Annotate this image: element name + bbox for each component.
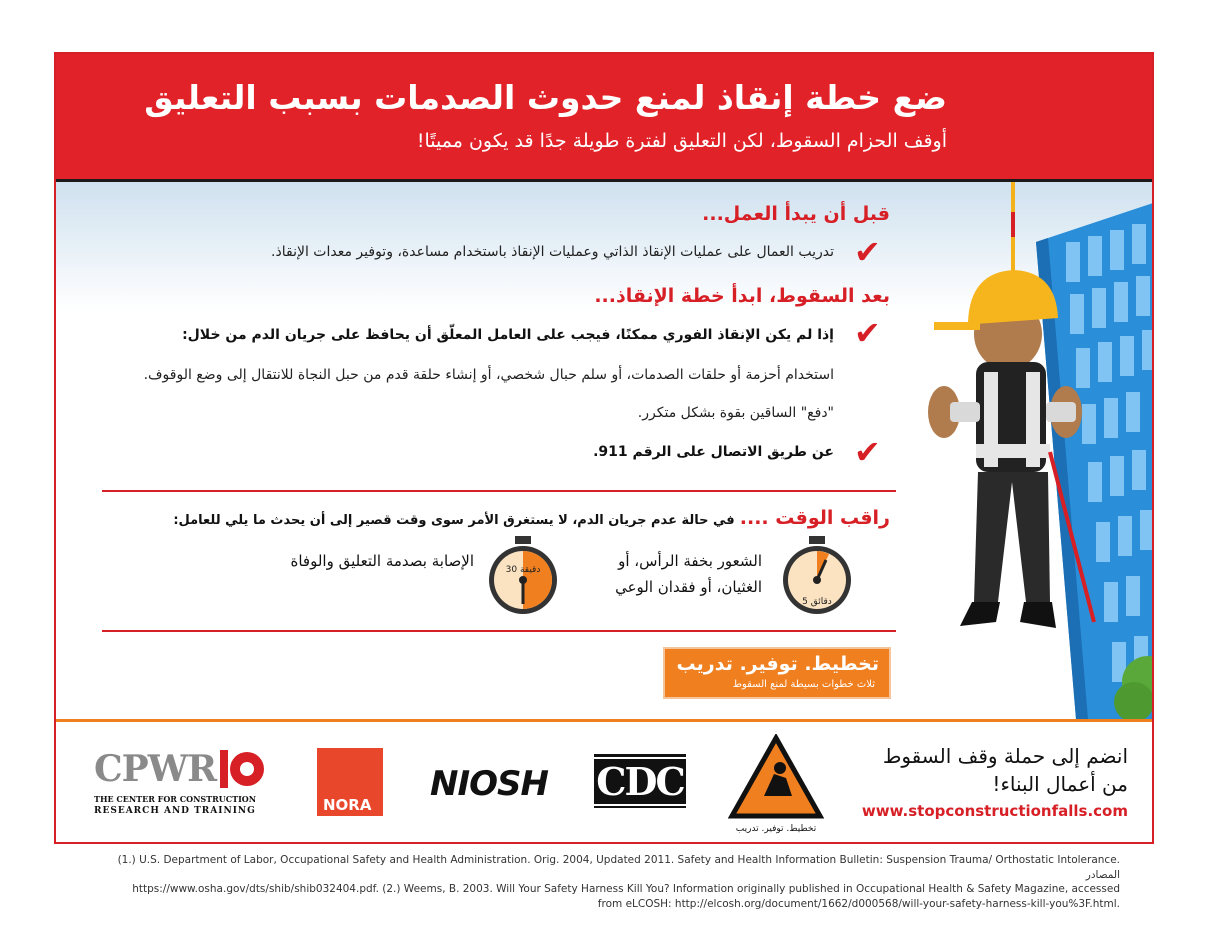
nora-text: NORA [323,796,372,814]
cpwr-mark-icon [220,750,266,788]
check-icon: ✔ [854,433,881,471]
divider [102,630,896,632]
main-content [56,182,1152,719]
page-title: ضع خطة إنقاذ لمنع حدوث الصدمات بسبب التعليق [144,78,947,117]
logo-caption: تخطيط. توفير. تدريب [735,824,817,834]
niosh-logo: NIOSH [430,764,548,804]
join-line-1: انضم إلى حملة وقف السقوط [882,744,1128,768]
worker-illustration [916,182,1154,719]
cdc-text: CDC [591,757,688,806]
time-line [173,507,890,529]
page-subtitle: أوقف الحزام السقوط، لكن التعليق لفترة طويلة جدًا قد يكون مميتًا! [416,130,947,152]
campaign-box [663,647,891,699]
watch2-text: الإصابة بصدمة التعليق والوفاة [290,552,474,570]
after-heading: بعد السقوط، ابدأ خطة الإنقاذ... [594,285,890,307]
nora-logo [317,748,383,816]
logo-strip [56,719,1152,844]
check-icon: ✔ [854,314,881,352]
stopwatch-5min-icon [780,534,854,618]
header-banner [56,54,1152,182]
footnote-line-1 [110,853,1120,882]
watch1-text-1: الشعور بخفة الرأس، أو [618,552,762,570]
cpwr-line-2: RESEARCH AND TRAINING [94,806,256,816]
divider [102,490,896,492]
watch2-label: 30 دقيقة [505,565,541,575]
after-item-1: إذا لم يكن الإنقاذ الفوري ممكنًا، فيجب على العامل المعلّق أن يحافظ على جريان الدم من خلال: [182,327,834,343]
cpwr-text: CPWR [94,748,217,790]
after-item-2: عن طريق الاتصال على الرقم 911. [593,444,834,460]
campaign-url[interactable]: www.stopconstructionfalls.com [861,802,1128,820]
footnote-line-1-text: (1.) U.S. Department of Labor, Occupational Safety and Health Administration. Orig. 2004, Updated 2011. Safety and Health Information Bulletin: Suspension Trauma/ Orthostatic Intolerance. [117,854,1120,866]
cpwr-line-1: THE CENTER FOR CONSTRUCTION [94,794,257,804]
cdc-logo [594,754,686,808]
sources-label: المصادر [1085,868,1120,881]
campaign-box-subtitle: ثلاث خطوات بسيطة لمنع السقوط [732,679,875,690]
time-heading: راقب الوقت .... [739,507,890,529]
footnote-line-3: from eLCOSH: http://elcosh.org/document/1662/d000568/will-your-safety-harness-kill-you%3F.html. [597,897,1120,910]
cpwr-logo [94,748,284,828]
stopwatch-30min-icon [486,534,560,618]
join-campaign [883,742,1128,798]
watch1-text-2: الغثيان، أو فقدان الوعي [615,578,762,596]
join-line-2: من أعمال البناء! [992,772,1128,796]
poster-frame [54,52,1154,844]
footnote-line-2: https://www.osha.gov/dts/shib/shib032404.pdf. (2.) Weems, B. 2003. Will Your Safety Harness Kill You? Information originally published in Occupational Health & Safety Magazine, accessed [132,883,1120,895]
before-heading: قبل أن يبدأ العمل... [702,203,890,225]
check-icon: ✔ [854,233,881,271]
time-intro: في حالة عدم جريان الدم، لا يستغرق الأمر سوى وقت قصير إلى أن يحدث ما يلي للعامل: [173,513,735,528]
footnote [110,853,1120,911]
campaign-triangle-logo [728,734,824,834]
before-item: تدريب العمال على عمليات الإنقاذ الذاتي وعمليات الإنقاذ باستخدام مساعدة، وتوفير معدات الإنقاذ. [271,244,834,260]
after-sub-1: استخدام أحزمة أو حلقات الصدمات، أو سلم حبال شخصي، أو إنشاء حلقة قدم من حبل النجاة للانتقال إلى وضع الوقوف. [143,367,834,383]
watch1-label: 5 دقائق [802,597,832,607]
after-sub-2: "دفع" الساقين بقوة بشكل متكرر. [637,405,834,421]
campaign-box-title: تخطيط. توفير. تدريب [676,653,879,675]
